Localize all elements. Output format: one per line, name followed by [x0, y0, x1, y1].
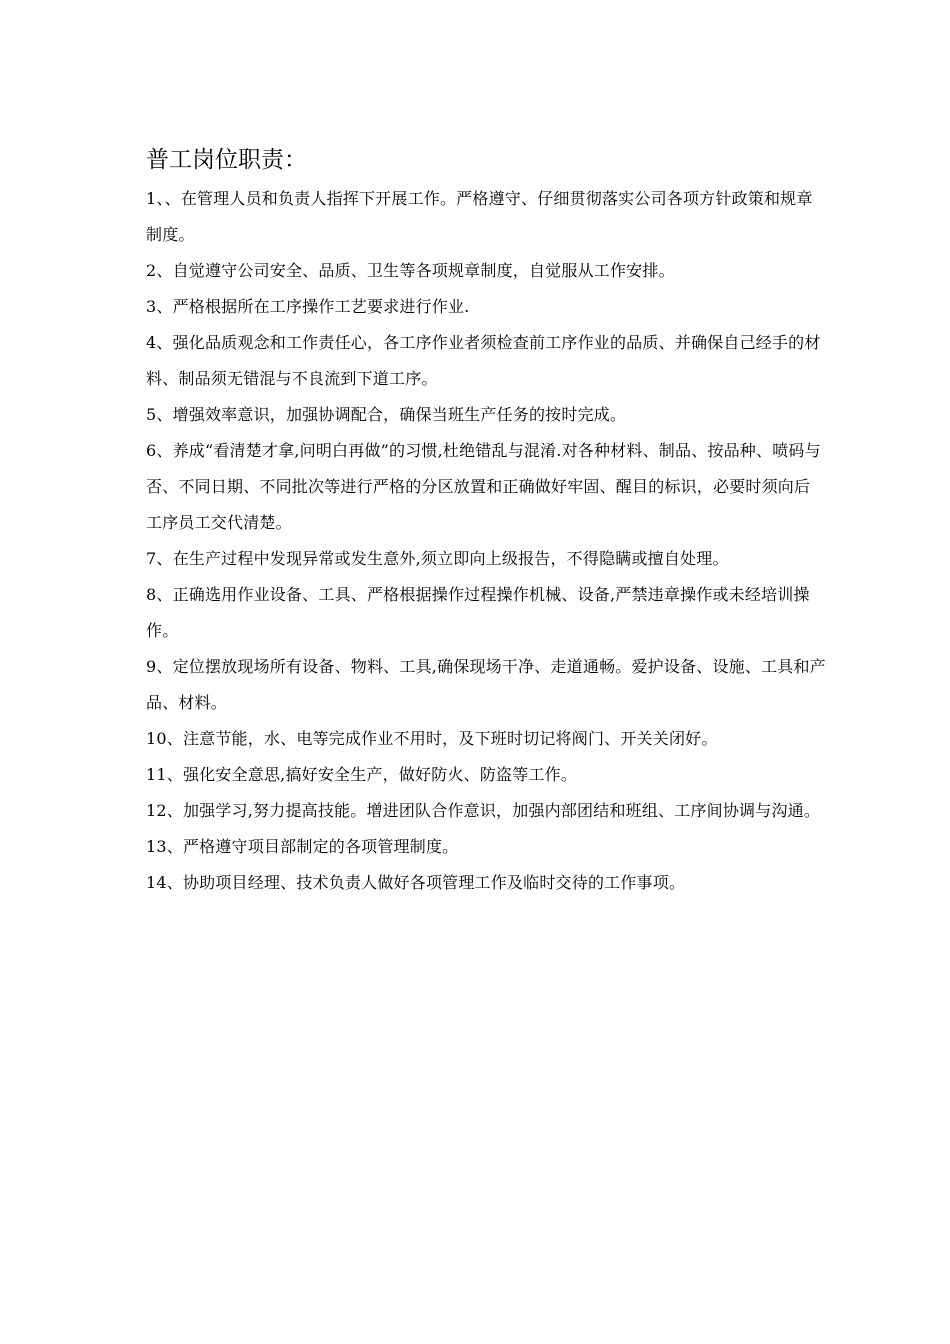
duty-item-5: 5、增强效率意识，加强协调配合，确保当班生产任务的按时完成。	[146, 405, 627, 424]
duty-item-13: 13、严格遵守项目部制定的各项管理制度。	[146, 837, 459, 856]
duty-item-2: 2、自觉遵守公司安全、品质、卫生等各项规章制度，自觉服从工作安排。	[146, 261, 675, 280]
document-title: 普工岗位职责：	[146, 147, 307, 173]
duty-item-10: 10、注意节能，水、电等完成作业不用时，及下班时切记将阀门、开关关闭好。	[146, 729, 718, 748]
duty-item-7: 7、在生产过程中发现异常或发生意外,须立即向上级报告，不得隐瞒或擅自处理。	[146, 549, 729, 568]
duty-item-4: 4、强化品质观念和工作责任心，各工序作业者须检查前工序作业的品质、并确保自己经手的材料、制品须无错混与不良流到下道工序。	[146, 333, 821, 388]
duty-item-11: 11、强化安全意思,搞好安全生产，做好防火、防盗等工作。	[146, 765, 578, 784]
duty-item-12: 12、加强学习,努力提高技能。增进团队合作意识，加强内部团结和班组、工序间协调与沟通。	[146, 801, 821, 820]
document-body	[146, 143, 826, 901]
duty-item-8: 8、正确选用作业设备、工具、严格根据操作过程操作机械、设备,严禁违章操作或未经培训操作。	[146, 585, 810, 640]
duty-item-3: 3、严格根据所在工序操作工艺要求进行作业.	[146, 297, 470, 316]
duty-item-6: 6、养成“看清楚才拿,问明白再做”的习惯,杜绝错乱与混淆.对各种材料、制品、按品种、喷码与否、不同日期、不同批次等进行严格的分区放置和正确做好牢固、醒目的标识，必要时须向后工序员工交代清楚。	[146, 441, 821, 532]
duty-item-14: 14、协助项目经理、技术负责人做好各项管理工作及临时交待的工作事项。	[146, 873, 686, 892]
duty-item-9: 9、定位摆放现场所有设备、物料、工具,确保现场干净、走道通畅。爱护设备、设施、工具和产品、材料。	[146, 657, 826, 712]
duty-item-1: 1、、在管理人员和负责人指挥下开展工作。严格遵守、仔细贯彻落实公司各项方针政策和规章制度。	[146, 189, 813, 244]
